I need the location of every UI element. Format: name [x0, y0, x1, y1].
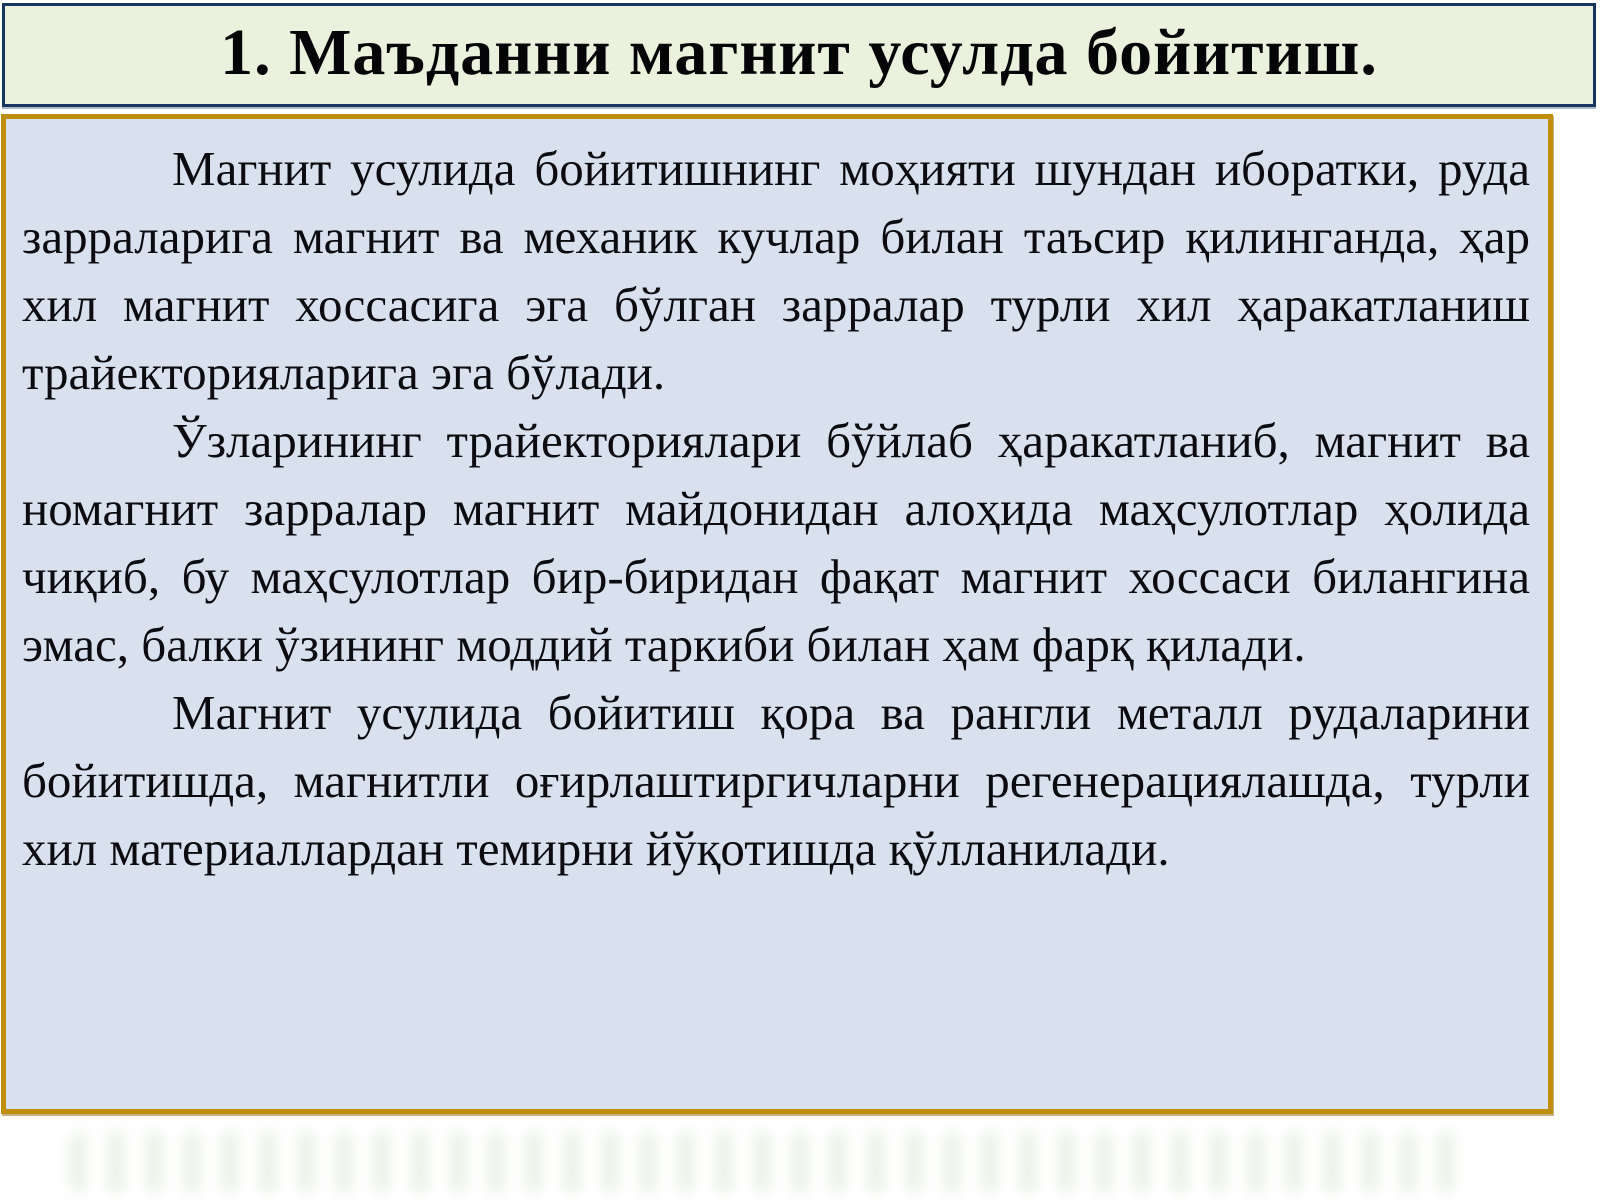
body-paragraph-1: Магнит усулида бойитишнинг моҳияти шундан иборатки, руда зарраларига магнит ва механик кучлар билан таъсир қилинганда, ҳар хил магнит хоссасига эга бўлган зарралар турли хил ҳаракатланиш трайекторияларига эга бўлади. — [22, 141, 1530, 400]
body-text-panel — [1, 114, 1553, 1114]
body-paragraph-3: Магнит усулида бойитиш қора ва рангли металл рудаларини бойитишда, магнитли оғирлаштиргичларни регенерациялашда, турли хил материаллардан темирни йўқотишда қўлланилади. — [22, 685, 1530, 876]
body-paragraph-2: Ўзларининг трайекториялари бўйлаб ҳаракатланиб, магнит ва номагнит зарралар магнит майдонидан алоҳида маҳсулотлар ҳолида чиқиб, бу маҳсулотлар бир-биридан фақат магнит хоссаси билангина эмас, балки ўзининг моддий таркиби билан ҳам фарқ қилади. — [22, 413, 1530, 672]
faded-footer-watermark — [70, 1132, 1470, 1192]
slide-title: 1. Маъданни магнит усулда бойитиш. — [220, 16, 1378, 89]
slide-title-bar — [2, 3, 1596, 107]
